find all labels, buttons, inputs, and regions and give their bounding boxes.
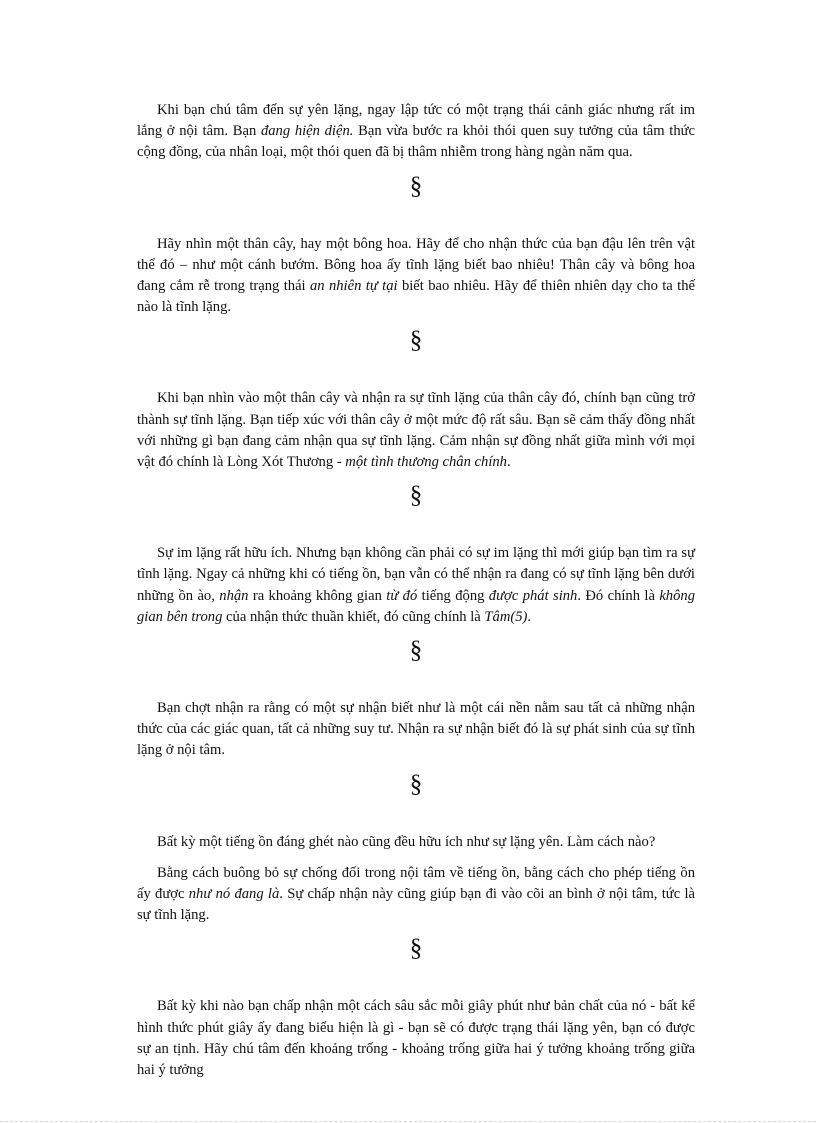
paragraph-2-text-a: Hãy nhìn một thân cây, hay một bông hoa. Hãy để cho nhận thức của bạn đậu lên trên vật thể đó – như một cánh bướm. Bông hoa ấy tĩnh lặng biết bao nhiêu! Thân cây và bông hoa đang cắm rễ trong trạng thái — [137, 235, 695, 295]
paragraph-7-text-c: . Sự chấp nhận này cũng giúp bạn đi vào cõi an bình ở nội tâm, tức là sự tĩnh lặng. — [137, 886, 695, 924]
paragraph-8: Bất kỳ khi nào bạn chấp nhận một cách sâu sắc mỗi giây phút như bản chất của nó - bất kể hình thức phút giây ấy đang biểu hiện là gì - bạn sẽ có được trạng thái lặng yên, bạn có được sự an tịnh. Hãy chú tâm đến khoảng trống - khoảng trống giữa hai ý tưởng khoảng trống giữa hai ý tưởng — [137, 998, 695, 1079]
section-mark-1: § — [409, 172, 423, 200]
paragraph-4 — [137, 543, 695, 628]
section-mark-2: § — [409, 327, 423, 355]
page-bottom-edge — [0, 1121, 816, 1122]
paragraph-2 — [137, 234, 695, 319]
paragraph-4-emphasis-tam: Tâm(5) — [484, 608, 528, 625]
paragraph-4-emphasis-khong-gian: không gian bên trong — [137, 587, 695, 625]
paragraph-2-text-c: biết bao nhiêu. Hãy để thiên nhiên dạy cho ta thế nào là tĩnh lặng. — [137, 278, 696, 316]
section-mark-5: § — [409, 770, 423, 798]
paragraph-4-text-g: . Đó chính là — [577, 587, 660, 604]
paragraph-1-emphasis: đang hiện diện. — [260, 123, 354, 140]
paragraph-4-text-a: Sự im lặng rất hữu ích. Nhưng bạn không cần phải có sự im lặng thì mới giúp bạn tìm ra sự tĩnh lặng. Ngay cả những khi có tiếng ồn, bạn vẫn có thể nhận ra đang có sự tĩnh lặng bên dưới những ồn ào, — [137, 545, 695, 604]
section-mark-4: § — [409, 637, 423, 665]
paragraph-4-emphasis-tu-do: từ đó — [386, 587, 418, 604]
paragraph-6: Bất kỳ một tiếng ồn đáng ghét nào cũng đều hữu ích như sự lặng yên. Làm cách nào? — [157, 833, 656, 850]
paragraph-5: Bạn chợt nhận ra rằng có một sự nhận biết như là một cái nền nằm sau tất cả những nhận thức của các giác quan, tất cả những suy tư. Nhận ra sự nhận biết đó là sự phát sinh của sự tĩnh lặng ở nội tâm. — [137, 700, 695, 759]
paragraph-2-emphasis: an nhiên tự tại — [309, 278, 398, 295]
paragraph-7-text-a: Bằng cách buông bỏ sự chống đối trong nội tâm về tiếng ồn, bằng cách cho phép tiếng ồn ấy được — [137, 864, 695, 903]
paragraph-4-emphasis-nhan: nhận — [219, 587, 249, 604]
paragraph-gap — [137, 853, 695, 863]
paragraph-7 — [137, 863, 695, 927]
paragraph-3-emphasis: - một tình thương chân chính — [336, 454, 507, 471]
section-mark-3: § — [409, 482, 423, 510]
paragraph-3-text-c: . — [506, 454, 511, 471]
paragraph-1-text-c: Bạn vừa bước ra khỏi thói quen suy tưởng của tâm thức cộng đồng, của nhân loại, một thói quen đã bị thâm nhiễm trong hàng ngàn năm qua. — [137, 123, 695, 161]
paragraph-3-text-a: Khi bạn nhìn vào một thân cây và nhận ra sự tĩnh lặng của thân cây đó, chính bạn cũng trở thành sự tĩnh lặng. Bạn tiếp xúc với thân cây ở một mức độ rất sâu. Bạn sẽ cảm thấy đồng nhất với những gì bạn đang cảm nhận qua sự tĩnh lặng. Cảm nhận sự đồng nhất giữa mình với mọi vật đó chính là Lòng Xót Thương — [137, 390, 695, 471]
paragraph-4-emphasis-phat-sinh: được phát sinh — [488, 587, 578, 604]
section-mark-6: § — [409, 935, 423, 963]
paragraph-4-text-c: ra khoảng không gian — [248, 587, 387, 604]
paragraph-3 — [137, 388, 695, 473]
paragraph-4-text-k: . — [527, 608, 532, 625]
paragraph-1 — [137, 100, 695, 164]
paragraph-7-emphasis: như nó đang là — [188, 886, 280, 903]
paragraph-4-text-e: tiếng động — [417, 587, 489, 604]
paragraph-1-text-a: Khi bạn chú tâm đến sự yên lặng, ngay lập tức có một trạng thái cảnh giác nhưng rất im lắng ở nội tâm. Bạn — [137, 102, 695, 140]
paragraph-4-text-i: của nhận thức thuần khiết, đó cũng chính là — [222, 608, 485, 625]
page-content — [137, 100, 696, 1079]
